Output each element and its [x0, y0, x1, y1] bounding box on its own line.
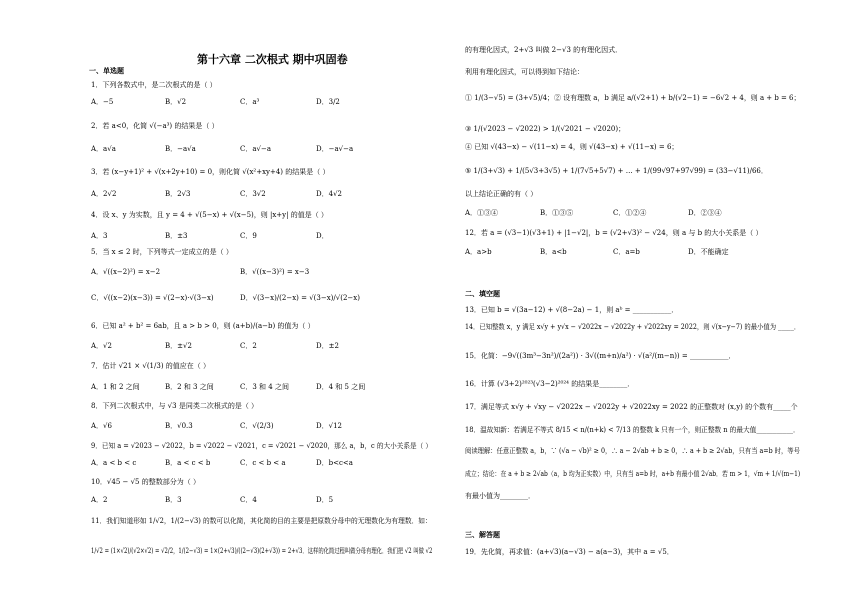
q2-option-a: A．a√a	[91, 145, 116, 153]
q5-option-d: D．√(3−x)/(2−x) = √(3−x)/√(2−x)	[240, 294, 360, 302]
q8-option-c: C．√(2/3)	[240, 422, 274, 430]
q10-option-c: C．4	[240, 496, 257, 504]
question-1: 1．下列各数式中，是二次根式的是（ ）	[91, 81, 217, 89]
q10-option-a: A．2	[91, 496, 108, 504]
q11-statement-3: ③ 1/(√2023 − √2022) > 1/(√2021 − √2020)；	[465, 125, 626, 133]
q9-option-b: B．a < c < b	[165, 459, 211, 467]
q3-option-c: C．3√2	[240, 190, 266, 198]
question-9: 9．已知 a = √2023 − √2022，b = √2022 − √2021，c = √2021 − √2020，那么 a，b，c 的大小关系是（ ）	[91, 442, 432, 450]
question-4: 4．设 x、y 为实数，且 y = 4 + √(5−x) + √(x−5)，则 |x+y| 的值是（ ）	[91, 211, 328, 219]
q5-option-a: A．√((x−2)²) = x−2	[91, 268, 161, 276]
q9-option-c: C．c < b < a	[240, 459, 286, 467]
q7-option-b: B．2 和 3 之间	[165, 383, 214, 391]
page-title: 第十六章 二次根式 期中巩固卷	[197, 53, 348, 66]
q5-option-c: C．√((x−2)(x−3)) = √(2−x)·√(3−x)	[91, 294, 214, 302]
q3-option-b: B．2√3	[165, 190, 191, 198]
q2-option-c: C．a√−a	[240, 145, 272, 153]
q7-option-a: A．1 和 2 之间	[91, 383, 140, 391]
q1-option-c: C．a³	[240, 98, 260, 106]
q9-option-d: D．b<c<a	[316, 459, 353, 467]
q6-option-a: A．√2	[91, 342, 112, 350]
q12-option-c: C．a=b	[613, 248, 640, 256]
q1-option-b: B．√2	[165, 98, 187, 106]
q11-statement-1-2: ① 1/(3−√5) = (3+√5)/4；② 设有理数 a，b 满足 a/(√2+1) + b/(√2−1) = −6√2 + 4，则 a + b = 6；	[465, 94, 801, 102]
q4-option-b: B．±3	[165, 232, 188, 240]
q12-option-d: D．不能确定	[688, 248, 729, 256]
q6-option-c: C．2	[240, 342, 257, 350]
q12-option-b: B．a<b	[540, 248, 567, 256]
q11-statement-4: ④ 已知 √(43−x) − √(11−x) = 4，则 √(43−x) + √(11−x) = 6；	[465, 143, 679, 151]
question-6: 6．已知 a² + b² = 6ab，且 a > b > 0，则 (a+b)/(a−b) 的值为（ ）	[91, 322, 315, 330]
question-18: 18．温故知新：若满足不等式 8/15 < n/(n+k) < 7/13 的整数 k 只有一个，则正整数 n 的最大值___________．	[465, 426, 800, 434]
q3-option-d: D．4√2	[316, 190, 342, 198]
question-5: 5．当 x ≤ 2 时，下列等式一定成立的是（ ）	[91, 248, 233, 256]
q6-option-b: B．±√2	[165, 342, 192, 350]
q11-option-d: D．②③④	[688, 209, 722, 217]
q8-option-a: A．√6	[91, 422, 112, 430]
q11-option-b: B．①③⑤	[540, 209, 574, 217]
q7-option-d: D．4 和 5 之间	[316, 383, 366, 391]
question-19: 19．先化简，再求值：(a+√3)(a−√3) − a(a−3)，其中 a = √5．	[465, 548, 674, 556]
q8-option-b: B．√0.3	[165, 422, 193, 430]
question-11-example: 1/√2 = (1×√2)/(√2×√2) = √2/2，1/(2−√3) = 1×(2+√3)/((2−√3)(2+√3)) = 2+√3．这样的化简过程叫做分母有理化．我们把 √2 叫做 √2	[91, 547, 433, 555]
question-10: 10．√45 − √5 的整数部分为（ ）	[91, 478, 200, 486]
question-7: 7．估计 √21 × √(1/3) 的值应在（ ）	[91, 362, 210, 370]
question-11: 11．我们知道形如 1/√2，1/(2−√3) 的数可以化简，其化简的目的主要是把原数分母中的无理数化为有理数．如：	[91, 517, 432, 525]
q4-option-c: C．9	[240, 232, 257, 240]
q1-option-d: D．3/2	[316, 98, 340, 106]
section-heading-single-choice: 一、单选题	[89, 67, 124, 75]
q12-option-a: A．a>b	[465, 248, 492, 256]
q11-statement-5: ⑤ 1/(3+√3) + 1/(5√3+3√5) + 1/(7√5+5√7) + … + 1/(99√97+97√99) = (33−√11)/66．	[465, 167, 768, 175]
question-18-reading-1: 阅读理解：任意正整数 a，b，∵ (√a − √b)² ≥ 0，∴ a − 2√ab + b ≥ 0，∴ a + b ≥ 2√ab，只有当 a=b 时，等号	[465, 447, 800, 455]
question-18-reading-3: 有最小值为________．	[465, 492, 535, 500]
question-8: 8．下列二次根式中，与 √3 是同类二次根式的是（ ）	[91, 402, 259, 410]
question-2: 2．若 a<0，化简 √(−a³) 的结果是（ ）	[91, 122, 219, 130]
q11-option-c: C．①②④	[613, 209, 647, 217]
q2-option-d: D．−a√−a	[316, 145, 354, 153]
question-16: 16．计算 (√3+2)²⁰²³(√3−2)²⁰²⁴ 的结果是________．	[465, 380, 635, 388]
q4-option-d: D．	[316, 232, 329, 240]
q11-text-cont-1: 的有理化因式，2+√3 叫做 2−√3 的有理化因式．	[465, 46, 623, 54]
q8-option-d: D．√12	[316, 422, 342, 430]
q5-option-b: B．√((x−3)²) = x−3	[240, 268, 310, 276]
question-18-reading-2: 成立；结论：在 a + b ≥ 2√ab（a，b 均为正实数）中，只有当 a=b 时，a+b 有最小值 2√ab．若 m > 1，√m + 1/√(m−1)	[465, 470, 801, 478]
question-12: 12．若 a = (√3−1)(√3+1) + |1−√2|，b = (√2+√3)² − √24，则 a 与 b 的大小关系是（ ）	[465, 229, 763, 237]
q4-option-a: A．3	[91, 232, 108, 240]
q7-option-c: C．3 和 4 之间	[240, 383, 289, 391]
q11-option-a: A．①③④	[465, 209, 499, 217]
question-14: 14．已知整数 x，y 满足 x√y + y√x − √2022x − √2022y + √2022xy = 2022，则 √(x−y−7) 的最小值为 _____．	[465, 323, 801, 331]
section-heading-fill-blank: 二、填空题	[465, 290, 500, 298]
q6-option-d: D．±2	[316, 342, 339, 350]
question-15: 15．化简：−9√((3m³−3n²)/(2a²)) · 3√((m+n)/a²) · √(a²/(m−n)) = ___________．	[465, 352, 736, 360]
q10-option-b: B．3	[165, 496, 182, 504]
question-3: 3．若 (x−y+1)² + √(x+2y+10) = 0，则化简 √(x²+xy+4) 的结果是（ ）	[91, 168, 330, 176]
q11-prompt: 以上结论正确的有（ ）	[465, 190, 538, 198]
q11-text-cont-2: 利用有理化因式，可以得到如下结论：	[465, 68, 584, 76]
q9-option-a: A．a < b < c	[91, 459, 137, 467]
q1-option-a: A．−5	[91, 98, 114, 106]
section-heading-answer: 三、解答题	[465, 531, 500, 539]
question-13: 13．已知 b = √(3a−12) + √(8−2a) − 1，则 aᵇ = ___________．	[465, 306, 679, 314]
q2-option-b: B．−a√a	[165, 145, 196, 153]
q3-option-a: A．2√2	[91, 190, 117, 198]
q10-option-d: D．5	[316, 496, 334, 504]
question-17: 17．满足等式 x√y + √xy − √2022x − √2022y + √2022xy = 2022 的正整数对 (x,y) 的个数有_____个	[465, 403, 798, 411]
